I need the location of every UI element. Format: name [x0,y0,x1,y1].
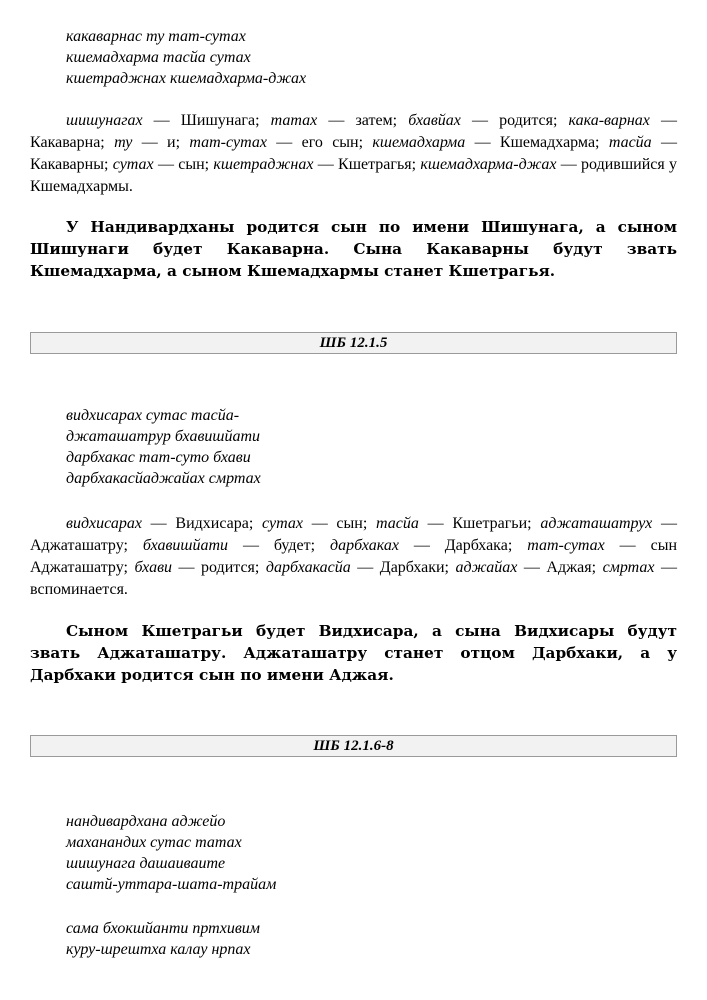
term: шишунагах [66,112,143,129]
gloss: — его сын; [266,134,373,151]
gloss: — Кшемадхарма; [465,134,609,151]
gloss: — родится; [172,559,266,576]
verse-block-1 [66,26,306,89]
word-for-word-2 [30,513,677,601]
term: кшемадхарма-джах [420,156,557,173]
term: смртах [602,559,655,576]
gloss: — затем; [317,112,409,129]
term: сутах [112,156,154,173]
term: тасйа [608,134,652,151]
gloss: — будет; [228,537,331,554]
gloss: — Какаварны; [30,134,678,173]
verse-line: саштй-уттара-шата-трайам [66,876,277,893]
term: сутах [262,515,303,532]
gloss: — родится; [460,112,569,129]
verse-line: какаварнас ту тат-сутах [66,28,246,45]
term: дарбхаках [330,537,399,554]
term: дарбхакасйа [265,559,351,576]
verse-line: сама бхокшйанти пртхивим [66,920,260,937]
gloss: — вспоминается. [30,559,678,598]
verse-block-3b [66,918,260,960]
gloss: — Какаварна; [30,112,678,151]
verse-line: кшемадхарма тасйа сутах [66,49,251,66]
gloss: — Дарбхаки; [350,559,456,576]
translation-2: Сыном Кшетрагьи будет Видхисара, а сына Видхисары будут звать Аджаташатру. Аджаташатру станет отцом Дарбхаки, а у Дарбхаки родится сын по имени Аджая. [30,622,677,684]
verse-line: дарбхакасйаджайах смртах [66,470,261,487]
term: бхавйах [408,112,461,129]
term: кшетраджнах [213,156,314,173]
verse-line: дарбхакас тат-суто бхави [66,449,251,466]
gloss: — сын; [153,156,214,173]
term: бхавишйати [142,537,229,554]
term: аджаташатрух [540,515,653,532]
verse-line: куру-шрештха калау нрпах [66,941,251,958]
term: тат-сутах [527,537,605,554]
term: тасйа [376,515,419,532]
section-heading-12-1-6-8: ШБ 12.1.6-8 [30,735,677,757]
word-for-word-1 [30,110,677,198]
term: кака-варнах [568,112,650,129]
gloss: — сын Аджаташатру; [30,537,678,576]
term: тат-сутах [189,134,267,151]
verse-line: маханандих сутас татах [66,834,242,851]
gloss: — Аджая; [517,559,603,576]
verse-line: нандивардхана аджейо [66,813,226,830]
verse-line: кшетраджнах кшемадхарма-джах [66,70,307,87]
gloss: — сын; [302,515,377,532]
term: аджайах [455,559,518,576]
term: видхисарах [66,515,142,532]
gloss: — и; [132,134,190,151]
gloss: — Аджаташатру; [30,515,678,554]
section-heading-12-1-5: ШБ 12.1.5 [30,332,677,354]
verse-line: видхисарах сутас тасйа- [66,407,240,424]
gloss: — Дарбхака; [398,537,528,554]
term: кшемадхарма [372,134,466,151]
verse-line: джаташатрур бхавишйати [66,428,261,445]
verse-line: шишунага дашаиваите [66,855,226,872]
verse-block-3a [66,811,276,895]
verse-block-2 [66,405,261,489]
gloss: — родившийся у Кшемадхармы. [30,156,678,195]
term: ту [114,134,133,151]
term: татах [270,112,318,129]
gloss: — Шишунага; [142,112,271,129]
gloss: — Кшетрагья; [313,156,421,173]
translation-1: У Нандивардханы родится сын по имени Шишунага, а сыном Шишунаги будет Какаварна. Сына Какаварны будут звать Кшемадхарма, а сыном Кшемадхармы станет Кшетрагья. [30,218,677,280]
gloss: — Кшетрагьи; [418,515,541,532]
term: бхави [134,559,173,576]
gloss: — Видхисара; [141,515,263,532]
